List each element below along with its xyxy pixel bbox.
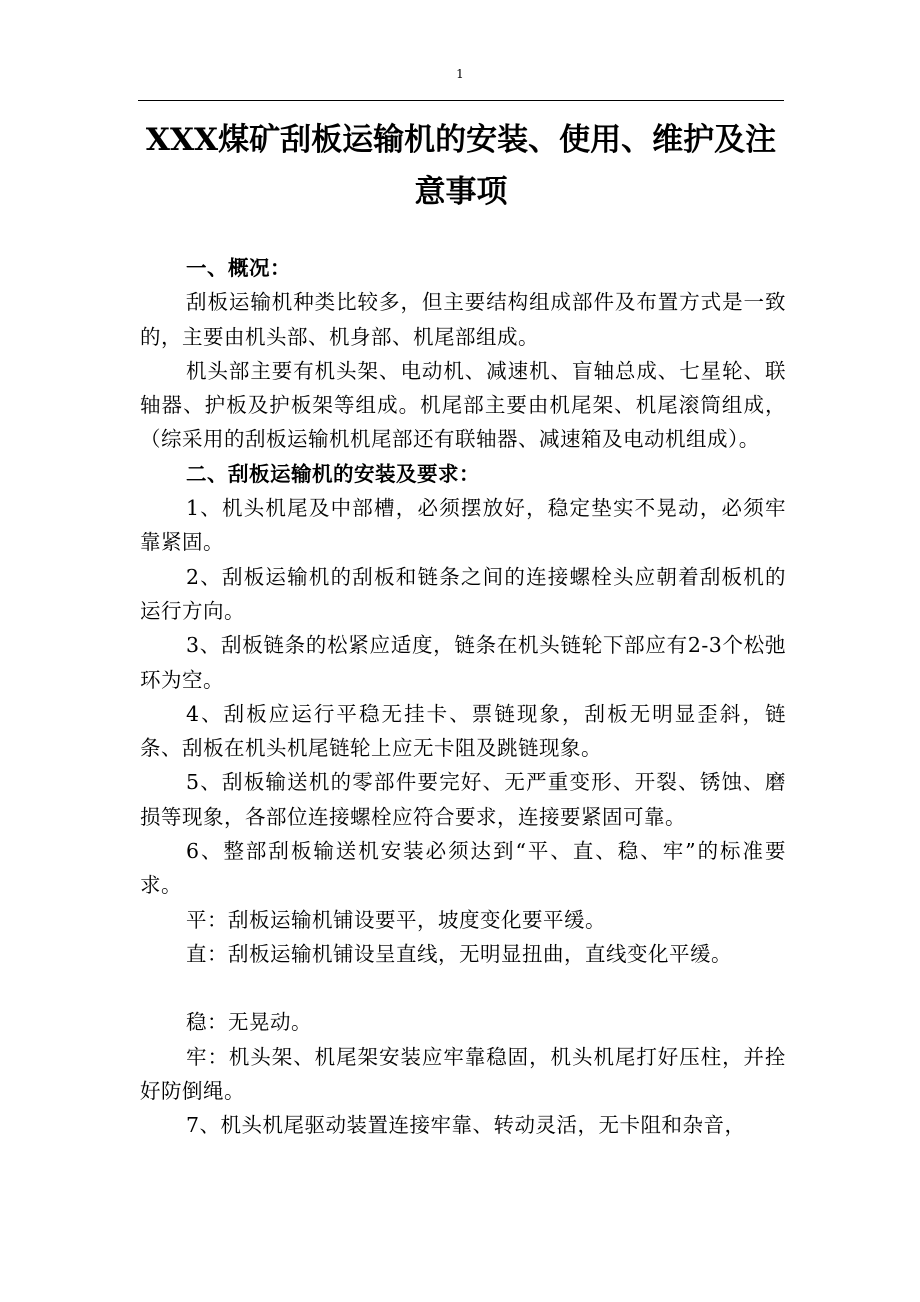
document-title: XXX煤矿刮板运输机的安装、使用、维护及注意事项	[145, 122, 777, 210]
paragraph: 机头部主要有机头架、电动机、减速机、盲轴总成、七星轮、联轴器、护板及护板架等组成。机尾部主要由机尾架、机尾滚筒组成，（综采用的刮板运输机机尾部还有联轴器、减速箱及电动机组成）。	[140, 358, 786, 452]
header-rule	[138, 100, 784, 101]
list-item: 4、刮板应运行平稳无挂卡、票链现象，刮板无明显歪斜，链条、刮板在机头机尾链轮上应无卡阻及跳链现象。	[140, 701, 786, 761]
list-item: 3、刮板链条的松紧应适度，链条在机头链轮下部应有2-3个松弛环为空。	[140, 633, 786, 692]
requirement-firm: 牢：机头架、机尾架安装应牢靠稳固，机头机尾打好压柱，并拴好防倒绳。	[140, 1044, 786, 1103]
document-body	[140, 251, 786, 1142]
requirement-straight: 直：刮板运输机铺设呈直线，无明显扭曲，直线变化平缓。	[186, 941, 732, 966]
list-item: 6、整部刮板输送机安装必须达到“平、直、稳、牢”的标准要求。	[140, 839, 786, 898]
list-item: 7、机头机尾驱动装置连接牢靠、转动灵活，无卡阻和杂音，	[186, 1113, 746, 1138]
requirement-stable: 稳：无晃动。	[186, 1010, 312, 1035]
list-item: 2、刮板运输机的刮板和链条之间的连接螺栓头应朝着刮板机的运行方向。	[140, 564, 786, 623]
section-heading-installation: 二、刮板运输机的安装及要求：	[186, 461, 480, 486]
requirement-flat: 平：刮板运输机铺设要平，坡度变化要平缓。	[186, 907, 606, 932]
section-heading-overview: 一、概况：	[186, 256, 291, 280]
list-item: 5、刮板输送机的零部件要完好、无严重变形、开裂、锈蚀、磨损等现象，各部位连接螺栓应符合要求，连接要紧固可靠。	[140, 770, 786, 829]
paragraph: 刮板运输机种类比较多，但主要结构组成部件及布置方式是一致的，主要由机头部、机身部、机尾部组成。	[140, 290, 786, 349]
list-item: 1、机头机尾及中部槽，必须摆放好，稳定垫实不晃动，必须牢靠紧固。	[140, 496, 786, 555]
page-number: 1	[456, 67, 464, 81]
